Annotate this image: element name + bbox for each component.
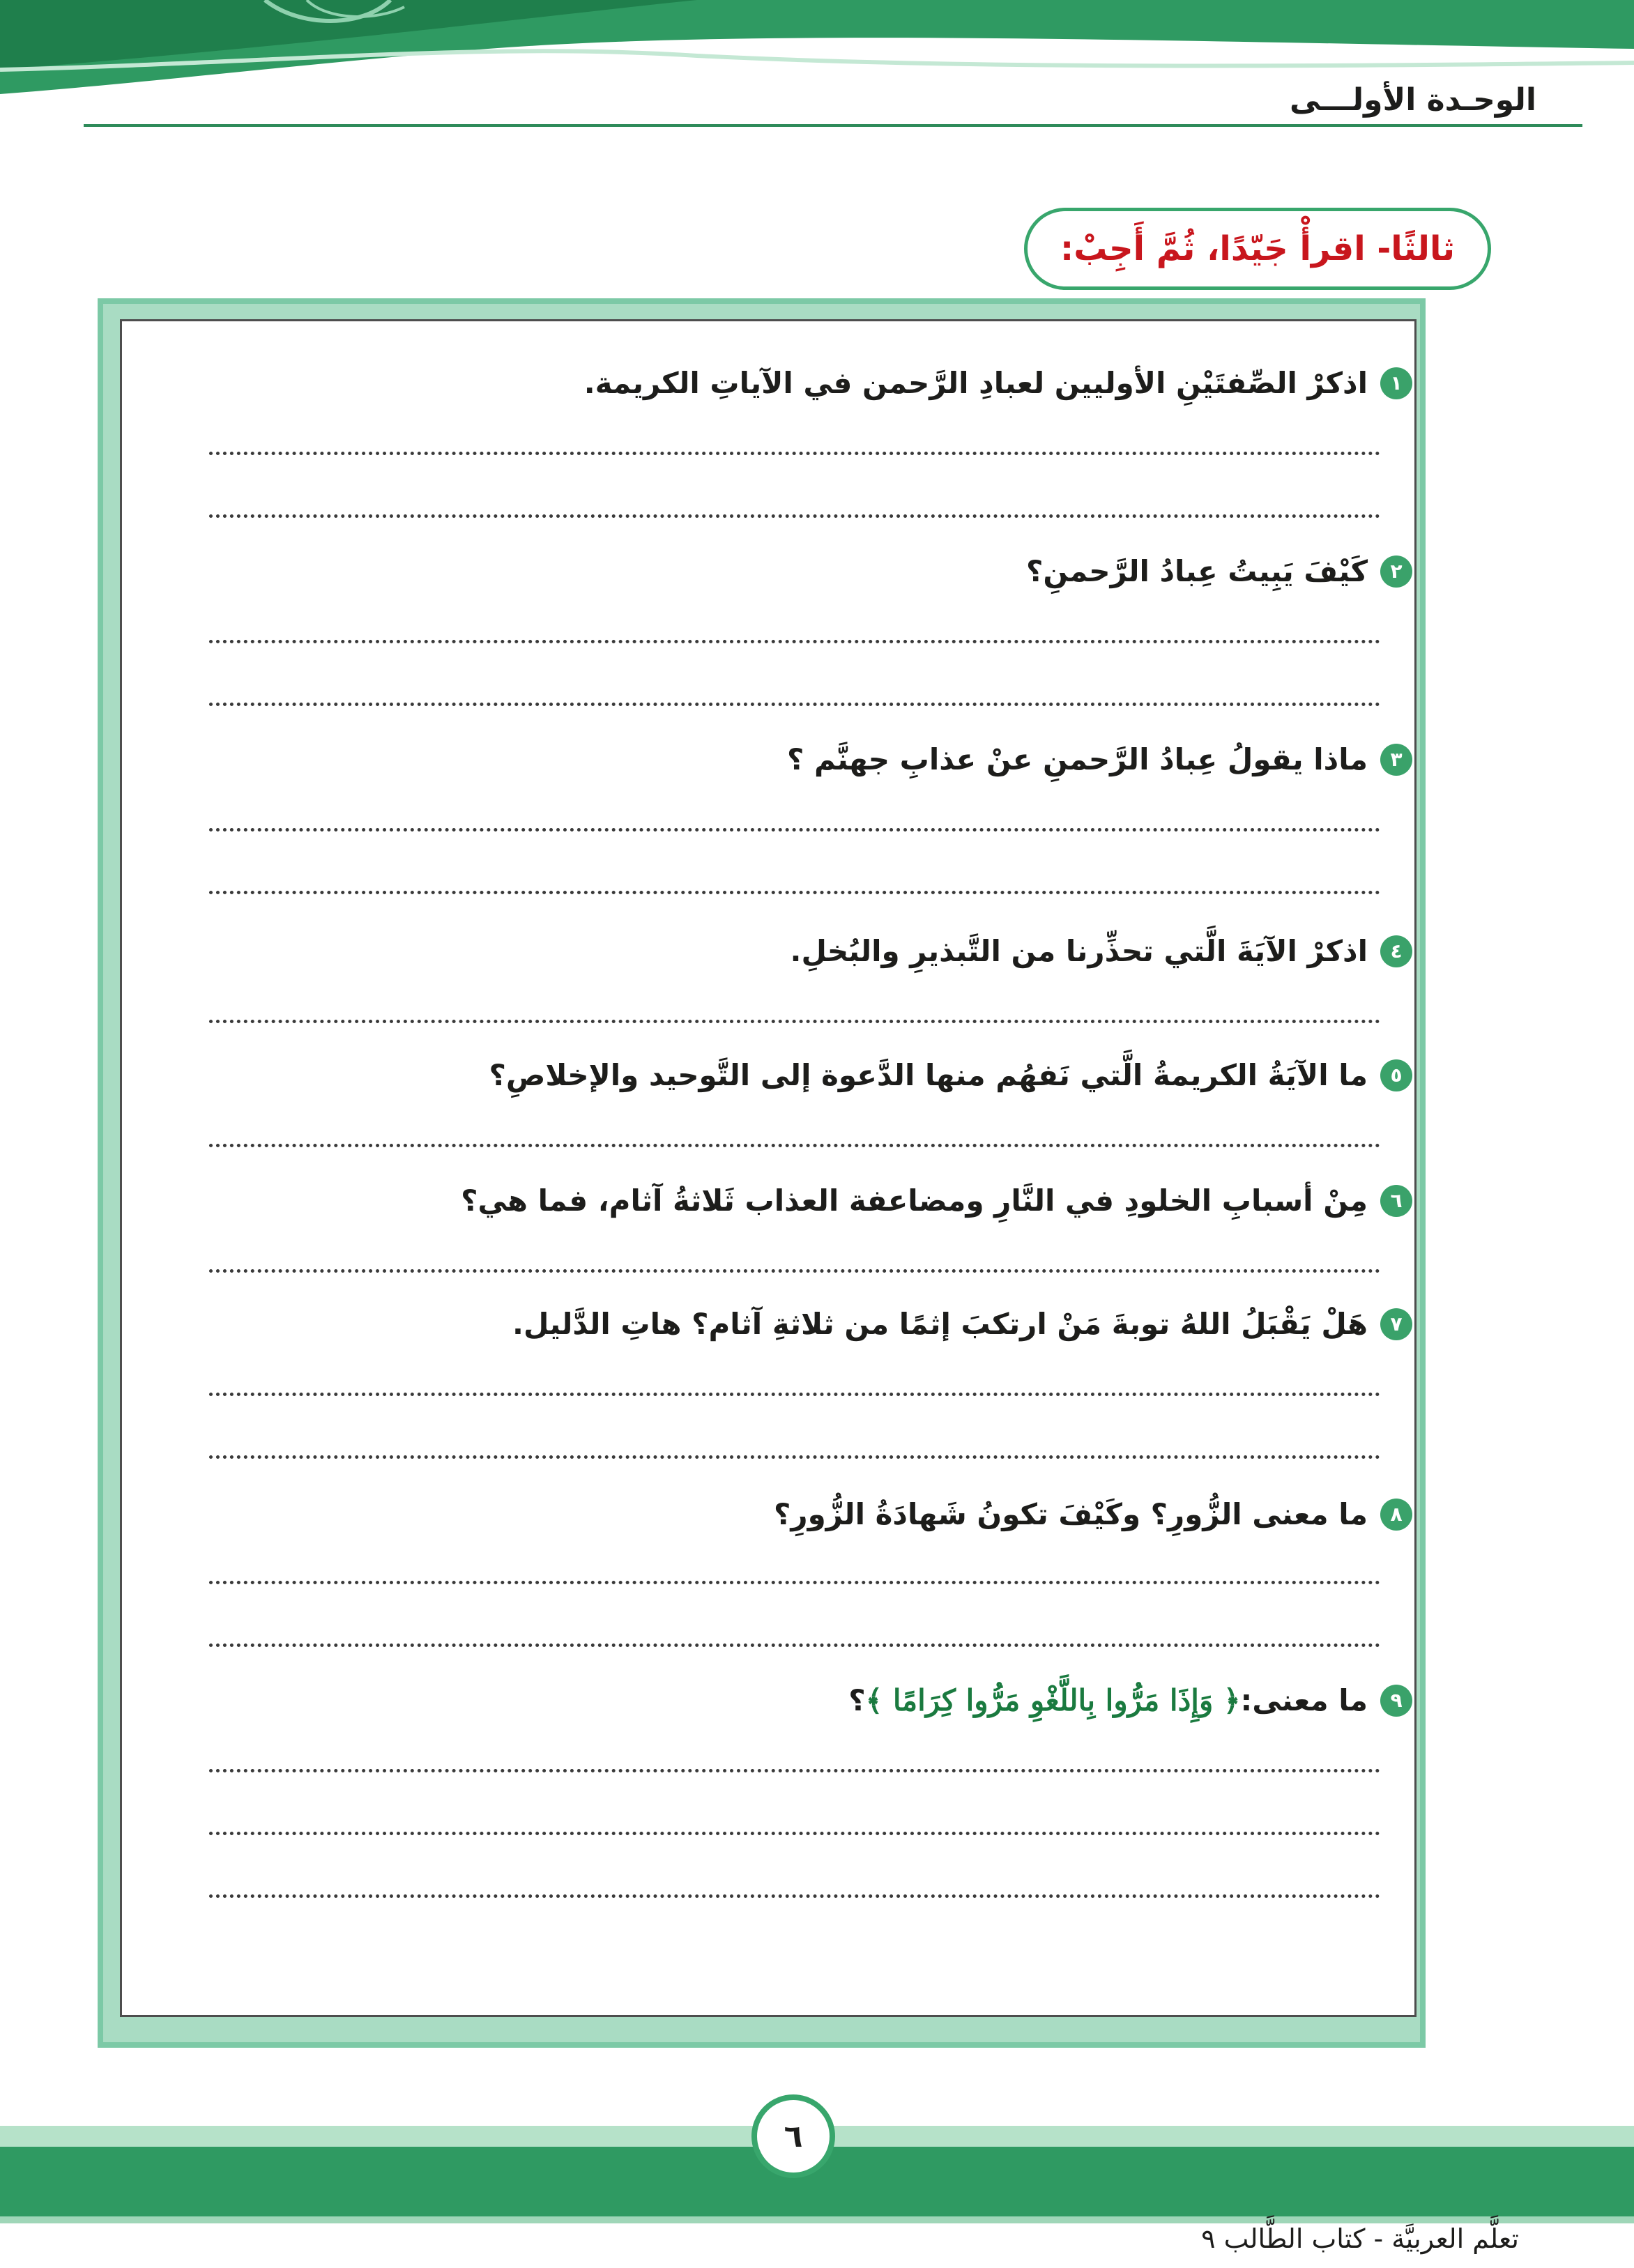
question-number: ٦ — [1380, 1185, 1412, 1217]
question-3 — [787, 742, 1412, 776]
answer-line[interactable] — [209, 828, 1380, 832]
answer-line[interactable] — [209, 1144, 1380, 1147]
answer-line[interactable] — [209, 1269, 1380, 1273]
question-4 — [790, 934, 1412, 968]
answer-line[interactable] — [209, 1581, 1380, 1584]
answer-line[interactable] — [209, 1393, 1380, 1396]
book-title: تعلَّم العربيَّة - كتاب الطَّالب ٩ — [1201, 2223, 1519, 2254]
question-number: ٨ — [1380, 1499, 1412, 1531]
answer-line[interactable] — [209, 452, 1380, 455]
quran-quote: ﴿ وَإِذَا مَرُّوا بِاللَّغْوِ مَرُّوا كِرَامًا ﴾ — [865, 1683, 1241, 1717]
answer-line[interactable] — [209, 1769, 1380, 1772]
section-heading: ثالثًا- اقرأْ جَيّدًا، ثُمَّ أَجِبْ: — [1024, 208, 1491, 290]
question-5 — [489, 1058, 1412, 1092]
question-6 — [461, 1183, 1412, 1218]
question-8 — [774, 1497, 1412, 1531]
answer-line[interactable] — [209, 1832, 1380, 1835]
question-number: ٤ — [1380, 935, 1412, 967]
answer-line[interactable] — [209, 1643, 1380, 1647]
question-text-after: ؟ — [848, 1683, 866, 1717]
question-text: مِنْ أسبابِ الخلودِ في النَّارِ ومضاعفة العذاب ثَلاثةُ آثام، فما هي؟ — [461, 1183, 1368, 1218]
question-2 — [1026, 554, 1412, 588]
question-text: ماذا يقولُ عِبادُ الرَّحمنِ عنْ عذابِ جهنَّم ؟ — [786, 742, 1368, 776]
question-number: ١ — [1380, 367, 1412, 399]
answer-line[interactable] — [209, 640, 1380, 643]
question-9 — [848, 1683, 1412, 1717]
question-number: ٣ — [1380, 744, 1412, 776]
question-text: اذكرْ الآيَةَ الَّتي تحذِّرنا من التَّبذيرِ والبُخلِ. — [790, 934, 1368, 968]
unit-title: الوحـدة الأولـــى — [1290, 82, 1536, 118]
answer-line[interactable] — [209, 514, 1380, 518]
question-text: هَلْ يَقْبَلُ اللهُ توبةَ مَنْ ارتكبَ إثمًا من ثلاثةِ آثام؟ هاتِ الدَّليل. — [512, 1307, 1368, 1341]
question-number: ٩ — [1380, 1685, 1412, 1717]
question-text-before: ما معنى: — [1240, 1683, 1368, 1717]
answer-line[interactable] — [209, 1020, 1380, 1023]
answer-line[interactable] — [209, 703, 1380, 706]
header-divider — [84, 124, 1582, 127]
answer-line[interactable] — [209, 891, 1380, 894]
page-number: ٦ — [751, 2094, 835, 2178]
question-text: ما الآيَةُ الكريمةُ الَّتي نَفهُم منها الدَّعوة إلى التَّوحيد والإخلاصِ؟ — [489, 1058, 1368, 1092]
question-number: ٧ — [1380, 1308, 1412, 1340]
question-7 — [512, 1307, 1412, 1341]
answer-line[interactable] — [209, 1455, 1380, 1459]
question-text: اذكرْ الصِّفتَيْنِ الأوليين لعبادِ الرَّحمن في الآياتِ الكريمة. — [583, 366, 1368, 400]
question-text: كَيْفَ يَبِيتُ عِبادُ الرَّحمنِ؟ — [1025, 554, 1368, 588]
question-text: ما معنى الزُّورِ؟ وكَيْفَ تكونُ شَهادَةُ الزُّورِ؟ — [774, 1497, 1368, 1531]
question-number: ٢ — [1380, 555, 1412, 588]
question-number: ٥ — [1380, 1059, 1412, 1091]
question-1 — [584, 366, 1412, 400]
answer-line[interactable] — [209, 1894, 1380, 1898]
